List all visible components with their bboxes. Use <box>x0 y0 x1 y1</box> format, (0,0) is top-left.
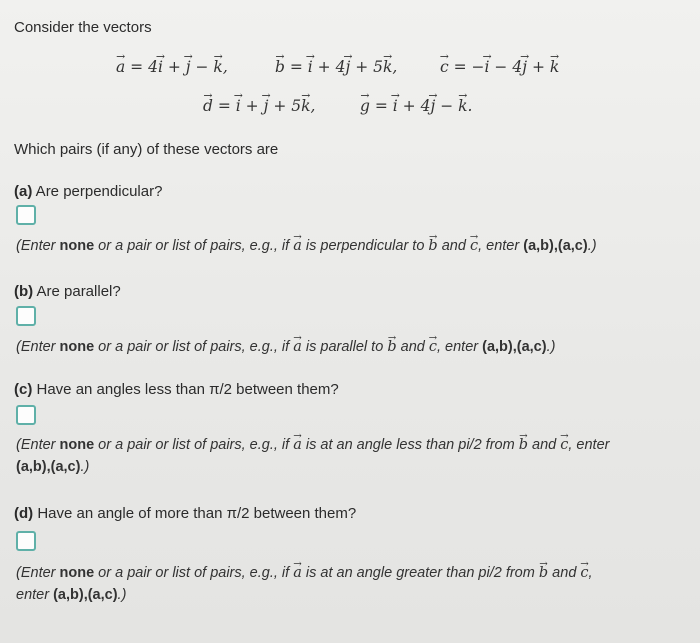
answer-b-input[interactable] <box>16 306 36 326</box>
intro-text: Consider the vectors <box>14 19 152 36</box>
part-d-question: (d) Have an angle of more than π/2 between them? <box>14 505 357 522</box>
part-a-hint: (Enter none or a pair or list of pairs, e.g., if → a is perpendicular to → b and → c, enter (a,b),(a,c).) <box>16 235 686 257</box>
part-c-question: (c) Have an angles less than π/2 between them? <box>14 381 339 398</box>
part-b-hint: (Enter none or a pair or list of pairs, e.g., if → a is parallel to → b and → c, enter (a,b),(a,c).) <box>16 336 686 358</box>
part-d-hint: (Enter none or a pair or list of pairs, e.g., if → a is at an angle greater than pi/2 from → b and → c, enter (a,b),(a,c).) <box>16 562 686 606</box>
part-b-question: (b) Are parallel? <box>14 283 121 300</box>
answer-a-input[interactable] <box>16 205 36 225</box>
part-c-hint: (Enter none or a pair or list of pairs, e.g., if → a is at an angle less than pi/2 from → b and → c, enter (a,b),(a,c).) <box>16 434 686 478</box>
answer-c-input[interactable] <box>16 405 36 425</box>
answer-d-input[interactable] <box>16 531 36 551</box>
vector-d-def: → d = → i + → j + 5→ k, <box>203 97 315 115</box>
vector-b-def: → b = → i + 4→ j + 5→ k, <box>275 58 397 76</box>
question-text: Which pairs (if any) of these vectors are <box>14 141 279 158</box>
part-a-question: (a) Are perpendicular? <box>14 183 163 200</box>
vector-a-def: → a = 4→ i + → j − → k, <box>116 58 228 76</box>
vector-c-def: → c = −→ i − 4→ j + → k <box>440 58 559 76</box>
vector-g-def: → g = → i + 4→ j − → k. <box>360 97 472 115</box>
